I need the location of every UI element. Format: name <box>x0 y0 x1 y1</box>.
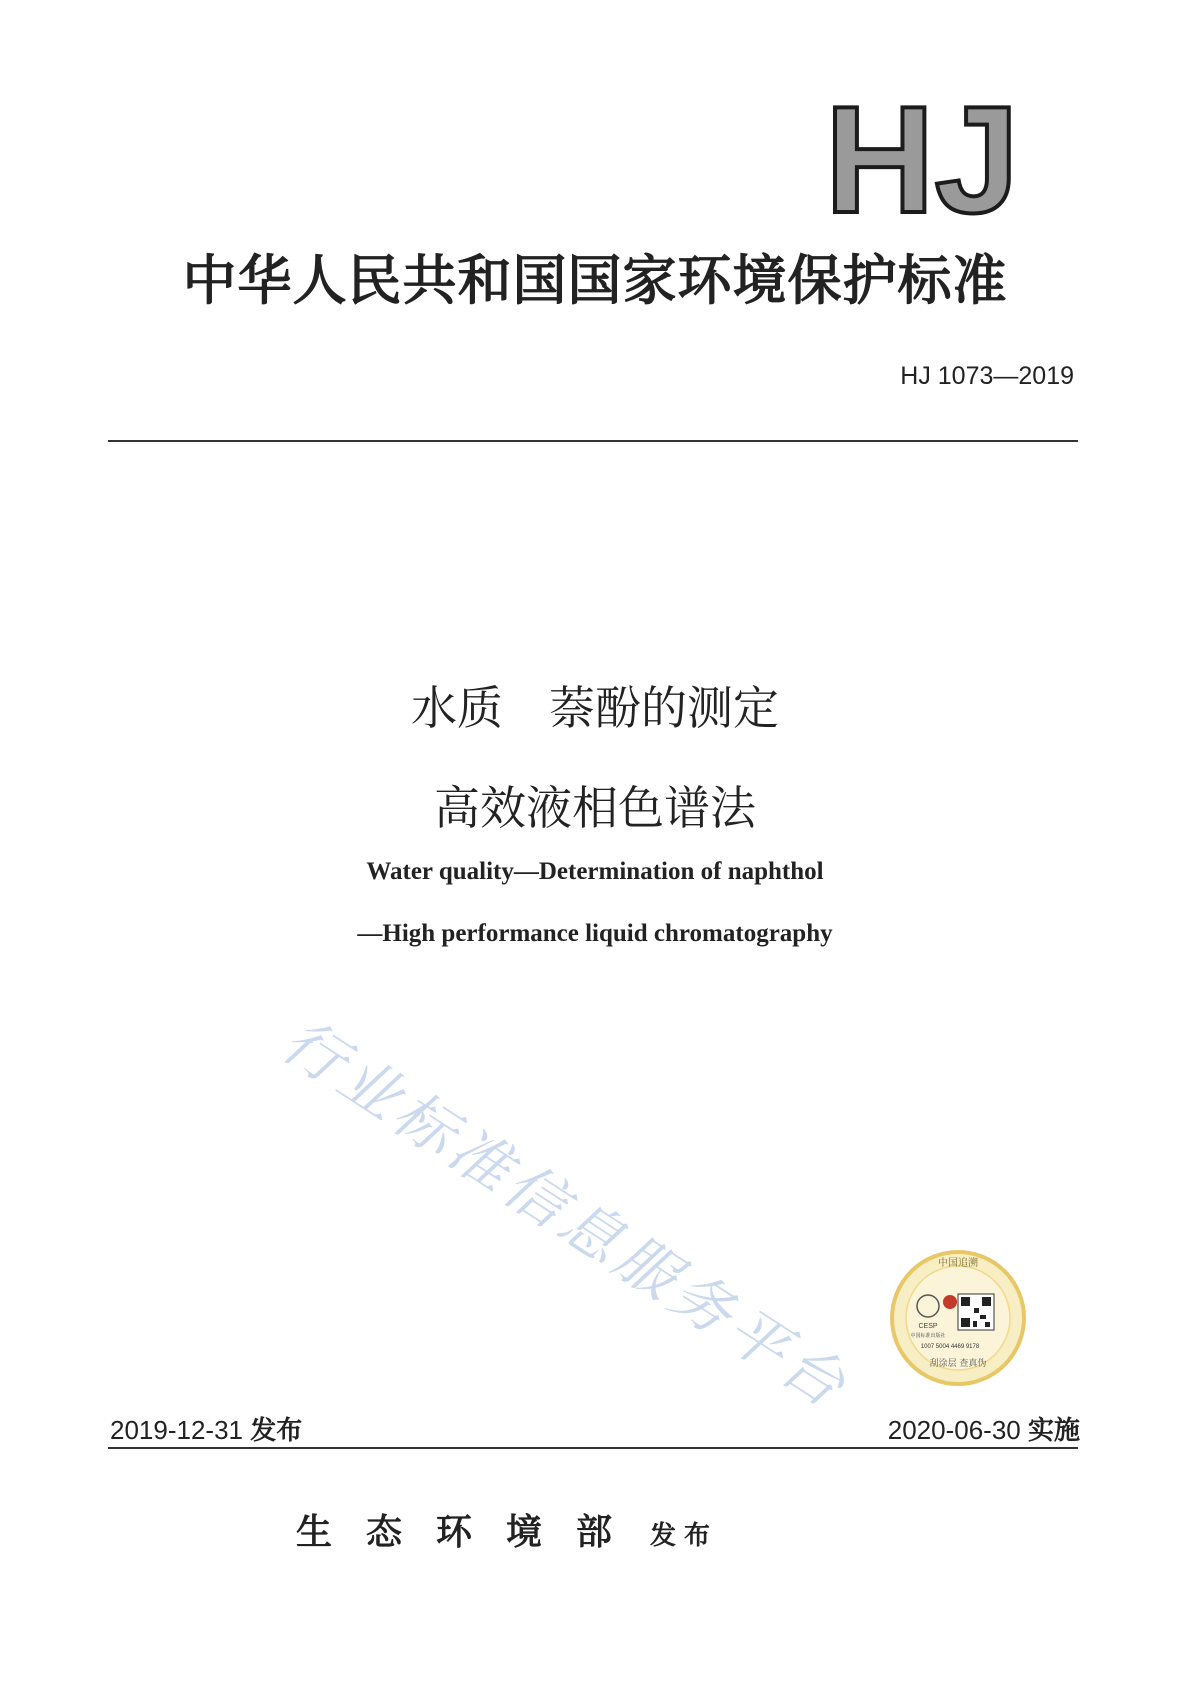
implementation-label: 实施 <box>1027 1416 1080 1446</box>
seal-serial: 1007 5004 4469 9178 <box>920 1344 980 1350</box>
issue-date-block <box>110 1410 302 1447</box>
implementation-date-block <box>888 1410 1080 1447</box>
hj-logo-text: HJ <box>824 80 1020 230</box>
standard-code: HJ 1073—2019 <box>900 362 1074 390</box>
english-title-line-1: Water quality—Determination of naphthol <box>366 858 824 885</box>
publisher-suffix: 发布 <box>650 1521 719 1551</box>
issue-label: 发布 <box>250 1416 303 1446</box>
hj-logo <box>802 80 1042 230</box>
chinese-title-line-1: 水质 萘酚的测定 <box>411 681 779 735</box>
publisher-name: 生态环境部 <box>296 1511 647 1553</box>
seal-org-cn: 中国标准出版社 <box>910 1333 946 1339</box>
national-standard-title: 中华人民共和国国家环境保护标准 <box>182 248 1008 312</box>
watermark-text: 行业标准信息服务平台 <box>269 1005 862 1425</box>
qr-code-icon <box>958 1294 994 1330</box>
publisher <box>296 1504 718 1555</box>
seal-top-text: 中国追溯 <box>938 1258 978 1269</box>
english-title-line-2: —High performance liquid chromatography <box>357 920 833 947</box>
bottom-divider <box>108 1447 1078 1449</box>
seal-org: CESP <box>918 1323 938 1330</box>
issue-date: 2019-12-31 <box>110 1415 243 1445</box>
anti-counterfeit-seal <box>888 1248 1028 1388</box>
top-divider <box>108 440 1078 442</box>
implementation-date: 2020-06-30 <box>887 1415 1021 1445</box>
chinese-title-line-2: 高效液相色谱法 <box>434 781 756 835</box>
seal-note: 刮涂层 查真伪 <box>929 1359 987 1369</box>
